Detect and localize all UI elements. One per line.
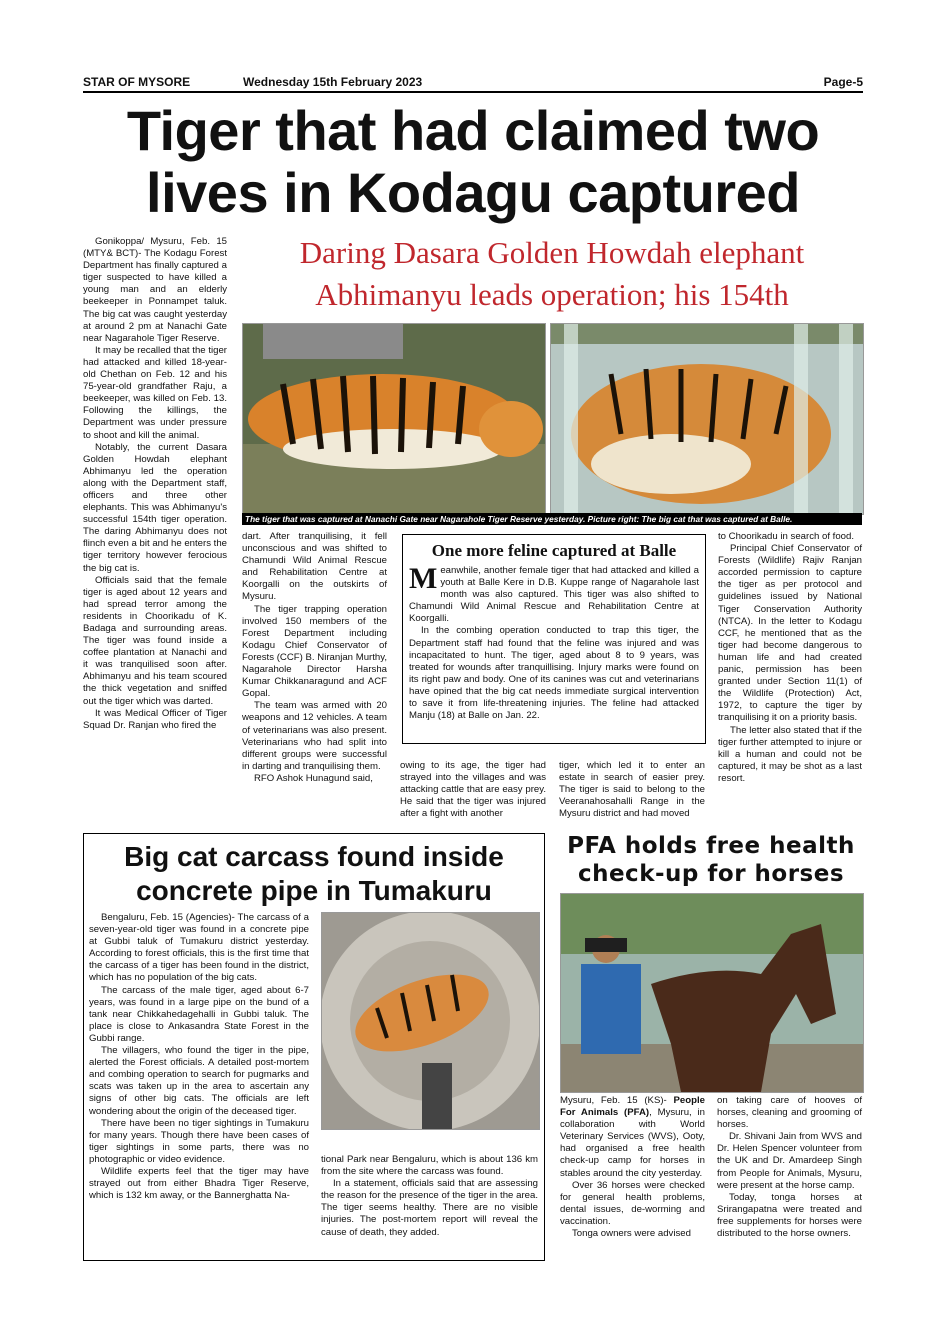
masthead: [83, 73, 863, 93]
lead-paragraph: Gonikoppa/ Mysuru, Feb. 15 (MTY& BCT)- The Kodagu Forest Department has finally captured a tiger suspected to have killed a young man and an elderly beekeeper in Ponnampet taluk. The big cat was caught yesterday at around 2 pm at Nanachi Gate near Nagarahole Tiger Reserve.: [83, 236, 227, 344]
balle-story-body: [409, 562, 699, 722]
balle-story-title: One more feline captured at Balle: [431, 541, 677, 560]
lead-column-5: [718, 531, 862, 785]
bigcat-paragraph: The carcass of the male tiger, aged about 6-7 years, was found in a large pipe on the bund of a tank near Chikkahedagehalli in Gubbi taluk. The place is close to Ankasandra State Forest in the Gubbi range.: [89, 984, 309, 1044]
tiger-photo-nanachi: [242, 323, 546, 515]
pfa-dateline: Mysuru, Feb. 15 (KS)-: [560, 1095, 674, 1106]
pfa-column-2: [717, 1095, 862, 1240]
lead-column-3: [400, 760, 546, 820]
tiger-balle-illustration: [551, 324, 863, 514]
lead-paragraph: It was Medical Officer of Tiger Squad Dr. Ranjan who fired the: [83, 707, 227, 731]
issue-date: Wednesday 15th February 2023: [243, 75, 423, 89]
pfa-headline-line-1: PFA holds free health: [567, 833, 855, 859]
tiger-photo-balle: [550, 323, 864, 515]
lead-headline-line-2: lives in Kodagu captured: [146, 161, 800, 224]
balle-paragraph: In the combing operation conducted to trap this tiger, the Department staff had found that the feline was injured and was incapacitated to hunt. The tiger, aged about 8 to 9 years, was treated for wounds after tranquillising. Injury marks were found on its right paw and body. One of its canines was cut and veterinarians have opined that the big cat needs immediate surgical intervention to save it from life-threatening injuries. The feline had attacked Manju (18) at Balle on Jan. 22.: [409, 625, 699, 722]
tiger-nanachi-illustration: [243, 324, 545, 514]
pfa-headline: [555, 832, 867, 888]
drop-cap: M: [409, 562, 438, 595]
lead-paragraph: dart. After tranquilising, it fell unconscious and was shifted to Chamundi Wild Animal Rescue and Rehabilitation Centre at Koorgalli on the outskirts of Mysuru.: [242, 531, 387, 603]
lead-paragraph: to Choorikadu in search of food.: [718, 531, 854, 542]
lead-paragraph: Officials said that the female tiger is aged about 12 years and had spread terror among the residents in Choorikadu of K. Badaga and surrounding areas. The tiger was found inside a coffee plantation at Nanachi and it was tranquilised soon after. Abhimanyu and his team scoured the thick vegetation and sniffed out the tiger which was darted.: [83, 574, 227, 707]
pfa-paragraph: Tonga owners were advised: [572, 1228, 691, 1240]
bigcat-headline-line-2: concrete pipe in Tumakuru: [136, 875, 492, 906]
page-number: Page-5: [823, 75, 863, 89]
paper-name: STAR OF MYSORE: [83, 75, 191, 89]
lead-paragraph: It may be recalled that the tiger had attacked and killed 18-year-old Chethan on Feb. 12 and his 75-year-old grandfather Raju, a beekeeper, was killed on Feb. 13. Following the killings, the Department was under pressure to shoot and kill the animal.: [83, 344, 227, 441]
lead-paragraph: tiger, which led it to enter an estate in search of easier prey. The tiger is said to belong to the Veeranahosahalli Range in the Mysuru district and had moved: [559, 760, 705, 820]
lead-subhead-line-1: Daring Dasara Golden Howdah elephant: [299, 235, 805, 270]
lead-paragraph: Notably, the current Dasara Golden Howdah elephant Abhimanyu led the operation along with the Department staff, officers and three other elephants. This was Abhimanyu's successful 154th tiger operation. The daring Abhimanyu does not flinch even a bit and he enters the tiger territory however ferocious the big cat is.: [83, 441, 228, 574]
bigcat-column-2: [321, 1154, 538, 1239]
bigcat-paragraph: tional Park near Bengaluru, which is about 136 km from the site where the carcass was found.: [321, 1154, 538, 1178]
carcass-pipe-illustration: [322, 913, 539, 1129]
pfa-org-name: People For Animals (PFA): [560, 1095, 705, 1119]
tiger-carcass-photo: [321, 912, 540, 1130]
lead-headline-line-1: Tiger that had claimed two: [126, 99, 820, 162]
bigcat-paragraph: Wildlife experts feel that the tiger may have strayed out from either Bhadra Tiger Reserve, which is 132 km away, or the Bannerghatta Na-: [89, 1165, 309, 1202]
bigcat-column-1: [89, 912, 309, 1202]
lead-headline: [83, 100, 863, 224]
pfa-paragraph: on taking care of hooves of horses, cleaning and grooming of horses.: [717, 1095, 862, 1131]
balle-paragraph: eanwhile, another female tiger that had attacked and killed a youth at Balle Kere in D.B. Kuppe range of Nagarahole last month was also captured. This tiger was also shifted to Chamundi Wild Animal Rescue and Rehabilitation Centre at Koorgalli.: [409, 565, 699, 625]
pfa-column-1: [560, 1095, 705, 1240]
lead-paragraph: RFO Ashok Hunagund said,: [254, 772, 373, 784]
horse-checkup-photo: [560, 893, 864, 1093]
lead-subhead: [242, 232, 862, 316]
bigcat-paragraph: There have been no tiger sightings in Tumakuru for many years. Though there have been cases of tiger sightings in some parts, there was no photographic or video evidence.: [89, 1117, 309, 1165]
pfa-lead-rest: , Mysuru, in collaboration with World Veterinary Services (WVS), Ooty, had organised a free health check-up camp for horses in stables around the city yesterday.: [560, 1107, 705, 1179]
balle-story-box: [402, 534, 706, 744]
bigcat-paragraph: The villagers, who found the tiger in the pipe, alerted the Forest officials. A detailed post-mortem and combing operation to search for pugmarks and scats was taken up in the area to ascertain any signs of other big cats. The officials are left wondering about the origin of the deceased tiger.: [89, 1045, 309, 1117]
lead-column-4: [559, 760, 705, 820]
pfa-paragraph: Today, tonga horses at Srirangapatna were treated and free supplements for horses were distributed to the horse owners.: [717, 1191, 862, 1240]
bigcat-paragraph: In a statement, officials said that are assessing the reason for the presence of the tiger in the area. The tiger seems healthy. There are no visible injuries. The post-mortem report will reveal the cause of death, they added.: [321, 1178, 538, 1238]
horse-checkup-illustration: [561, 894, 863, 1092]
pfa-paragraph: Dr. Shivani Jain from WVS and Dr. Helen Spencer volunteer from the UK and Dr. Amardeep Singh from People for Animals, Mysuru, were present at the horse camp.: [717, 1131, 862, 1191]
bigcat-headline-line-1: Big cat carcass found inside: [124, 841, 504, 872]
lead-photo-caption: The tiger that was captured at Nanachi Gate near Nagarahole Tiger Reserve yesterday. Picture right: The big cat that was captured at Balle.: [242, 513, 862, 525]
lead-paragraph: The team was armed with 20 weapons and 12 vehicles. A team of veterinarians was also present. Veterinarians who had split into different groups were successful in darting and tranquilising them.: [242, 700, 387, 772]
lead-column-1: [83, 236, 227, 732]
lead-subhead-line-2: Abhimanyu leads operation; his 154th: [315, 277, 789, 312]
pfa-headline-line-2: check-up for horses: [577, 861, 845, 887]
pfa-paragraph: Over 36 horses were checked for general health problems, dental issues, de-worming and vaccination.: [560, 1179, 705, 1227]
bigcat-story-box: [83, 833, 545, 1261]
bigcat-headline: [84, 840, 544, 908]
pfa-lead-paragraph: [560, 1095, 705, 1180]
lead-paragraph: The letter also stated that if the tiger further attempted to injure or kill a human and could not be captured, it may be shot as a last resort.: [718, 724, 862, 784]
lead-paragraph: The tiger trapping operation involved 150 members of the Forest Department including Kodagu Chief Conservator of Forests (CCF) B. Niranjan Murthy, Nagarahole Director Harsha Kumar Chikkanaragund and ACF Gopal.: [242, 603, 387, 700]
lead-paragraph: Principal Chief Conservator of Forests (Wildlife) Rajiv Ranjan accorded permission to capture the tiger as per protocol and guidelines issued by National Tiger Conservation Authority (NTCA). In the letter to Kodagu CCF, he mentioned that as the tiger had become dangerous to human life and had created panic, permission has been granted under Section 11(1) of the Wildlife (Protection) Act, 1972, to capture the tiger by tranquilising it on a priority basis.: [718, 543, 862, 724]
bigcat-paragraph: Bengaluru, Feb. 15 (Agencies)- The carcass of a seven-year-old tiger was found in a concrete pipe at Gubbi taluk of Tumakuru district yesterday. According to forest officials, this is the first time that the carcass of a tiger has been found in the district, which has no population of the big cats.: [89, 912, 309, 984]
lead-column-2: [242, 531, 387, 785]
lead-paragraph: owing to its age, the tiger had strayed into the villages and was attacking cattle that are easy prey. He said that the tiger was injured after a fight with another: [400, 760, 546, 820]
